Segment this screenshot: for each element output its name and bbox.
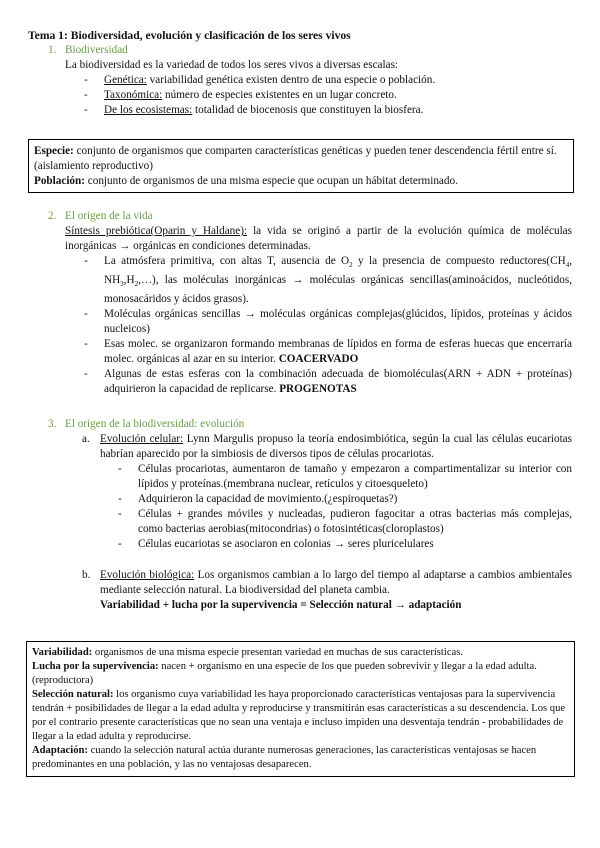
list-item (84, 73, 568, 88)
subsection-body (100, 432, 572, 462)
text: La atmósfera primitiva, con altas T, ausencia de O (104, 255, 350, 267)
term: Evolución celular: (100, 433, 184, 445)
section-number: 1. (48, 44, 57, 56)
term: Selección natural: (32, 689, 114, 700)
evolution-formula: Variabilidad + lucha por la supervivencia = Selección natural → adaptación (100, 599, 462, 611)
term: Adaptación: (32, 745, 88, 756)
term: Evolución biológica: (100, 569, 195, 581)
definition: organismos de una misma especie presentan variedad en muchas de sus características. (92, 647, 463, 658)
def-poblacion (34, 174, 568, 189)
term: Síntesis prebiótica(Oparin y Haldane): (65, 225, 248, 237)
definitions-box-evolucion (26, 641, 575, 777)
def-lucha (32, 660, 569, 688)
def-especie (34, 144, 568, 174)
list-item (84, 103, 568, 118)
text: Esas molec. se organizaron formando membranas de lípidos en forma de esferas huecas que encerraría molec. orgánicas al azar en su interior. (104, 338, 572, 366)
definition: conjunto de organismos de una misma especie que ocupan un hábitat determinado. (84, 175, 458, 187)
section-heading (48, 43, 568, 58)
term: De los ecosistemas: (104, 104, 193, 116)
text: ,H (123, 274, 135, 287)
list-item (84, 254, 572, 307)
section-origen-vida (48, 209, 572, 397)
section-number: 3. (48, 418, 57, 430)
definition: los organismo cuya variabilidad les haya proporcionado características ventajosas para la supervivencia tendrán + posibilidades de llegar a la edad adulta y reproducirse y transmitirán esas características a su descendencia. Los que por el contrario presente características que no sean una ventaja e incluso impiden una desventaja tendrán - probabilidades de llegar a la edad adulta y reproducirse. (32, 689, 566, 742)
subsection-evolucion-celular (82, 432, 572, 462)
def-adaptacion (32, 744, 569, 772)
keyword: COACERVADO (278, 353, 359, 366)
list-item: - Células + grandes móviles y nucleadas, pudieron fagocitar a otras bacterias más complejas, como bacterias aerobias(mitocondrias) o fotosintéticas(cloroplastos) (118, 507, 572, 537)
subsection-body (100, 568, 572, 598)
definition: totalidad de biocenosis que constituyen la biosfera. (192, 104, 424, 116)
definition: Lynn Margulis propuso la teoría endosimbiótica, según la cual las células eucariotas habrían aparecido por la simbiosis de diversos tipos de células procariotas. (100, 433, 572, 460)
subscript: 3 (120, 280, 124, 289)
list-item: - Adquirieron la capacidad de movimiento.(¿espiroquetas?) (118, 492, 572, 507)
text: y la presencia de compuesto reductores(CH (352, 255, 566, 267)
definitions-box-especie (28, 139, 574, 193)
keyword: PROGENOTAS (279, 383, 357, 396)
list-item (84, 337, 572, 367)
page-title: Tema 1: Biodiversidad, evolución y clasificación de los seres vivos (28, 29, 351, 42)
term: Especie: (34, 145, 74, 157)
biodiversity-list (84, 73, 568, 118)
section-heading (48, 417, 572, 432)
list-item (84, 88, 568, 103)
term: Variabilidad: (32, 647, 93, 658)
definition: variabilidad genética existen dentro de una especie o población. (146, 74, 436, 86)
section-origen-biodiversidad (48, 417, 572, 613)
section-title: Biodiversidad (65, 44, 128, 56)
subsection-evolucion-biologica (82, 568, 572, 598)
list-item: - Células eucariotas se asociaron en colonias → seres pluricelulares (118, 537, 572, 552)
def-seleccion (32, 688, 569, 744)
definition: número de especies existentes en un lugar concreto. (162, 89, 397, 101)
term: Genética: (104, 74, 147, 86)
section-title: El origen de la vida (65, 210, 153, 222)
definition: nacen + organismo en una especie de los que pueden sobrevivir y llegar a la edad adulta.(reproductora) (32, 661, 537, 686)
cell-evolution-list (118, 462, 572, 552)
definition: conjunto de organismos que comparten características genéticas y pueden tener descendencia fértil entre sí. (aislamiento reproductivo) (34, 145, 557, 172)
text: ,…), las moléculas inorgánicas → moléculas orgánicas sencillas(aminoácidos, nucleótidos, monosacáridos y ácidos grasos). (104, 274, 572, 306)
section-title: El origen de la biodiversidad: evolución (65, 418, 245, 430)
subsection-label: b. (82, 569, 91, 581)
term: Lucha por la supervivencia: (32, 661, 159, 672)
subscript: 2 (134, 280, 139, 289)
text: , NH (104, 255, 572, 287)
definition: Los organismos cambian a lo largo del tiempo al adaptarse a cambios ambientales mediante selección natural. La biodiversidad del planeta cambia. (100, 569, 572, 596)
text: Algunas de estas esferas con la combinación adecuada de biomoléculas(ARN + ADN + proteínas) adquirieron la capacidad de replicarse. (104, 368, 572, 396)
section-intro (48, 224, 572, 254)
section-biodiversidad (48, 43, 568, 118)
section-number: 2. (48, 210, 57, 222)
definition: la vida se originó a partir de la evolución química de moléculas inorgánicas → orgánicas en condiciones determinadas. (65, 225, 572, 252)
definition: cuando la selección natural actúa durante numerosas generaciones, las características ventajosas se hacen predominantes en una población, y las no ventajosas desaparecen. (32, 745, 537, 770)
subscript: 2 (349, 261, 353, 270)
list-item: - Moléculas orgánicas sencillas → moléculas orgánicas complejas(glúcidos, lípidos, proteínas y ácidos nucleicos) (84, 307, 572, 337)
section-intro: La biodiversidad es la variedad de todos los seres vivos a diversas escalas: (65, 59, 399, 71)
list-item: - Células procariotas, aumentaron de tamaño y empezaron a compartimentalizar su interior con lípidos y proteínas.(membrana nuclear, retículos y citoesqueleto) (118, 462, 572, 492)
def-variabilidad (32, 646, 569, 660)
list-item (84, 367, 572, 397)
origin-list (84, 254, 572, 397)
subsection-label: a. (82, 433, 90, 445)
section-heading (48, 209, 572, 224)
subscript: 4 (565, 261, 570, 270)
term: Población: (34, 175, 85, 187)
term: Taxonómica: (104, 89, 163, 101)
